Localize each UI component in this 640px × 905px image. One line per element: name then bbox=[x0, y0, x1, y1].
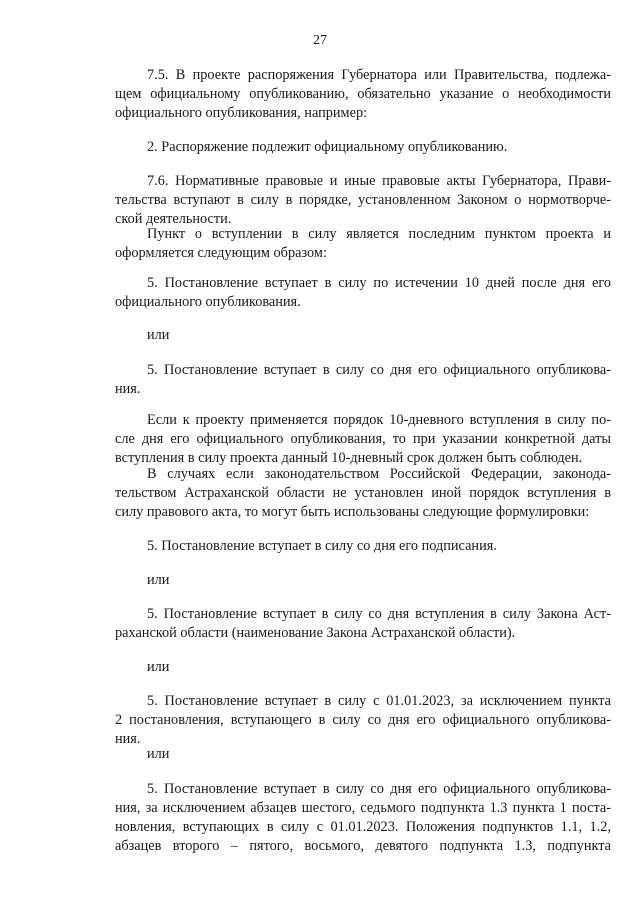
text-line: оформляется следующим образом: bbox=[115, 245, 327, 261]
paragraph-7-5 bbox=[115, 66, 611, 123]
text-line: 5. Постановление вступает в силу со дня его официального опубликова- bbox=[147, 362, 611, 378]
text-line: ния. bbox=[115, 381, 141, 397]
text-line: силу правового акта, то могут быть использованы следующие формулировки: bbox=[115, 504, 590, 520]
text-line: сле дня его официального опубликования, то при указании конкретной даты bbox=[115, 431, 611, 447]
text-line: ской деятельности. bbox=[115, 211, 232, 227]
example-10-days bbox=[115, 274, 611, 312]
example-specific-date bbox=[115, 692, 611, 749]
or-separator: или bbox=[147, 659, 170, 675]
text-line: Пункт о вступлении в силу является последним пунктом проекта и bbox=[147, 226, 611, 242]
text-line: Если к проекту применяется порядок 10-дневного вступления в силу по- bbox=[147, 412, 611, 428]
text-line: новления, вступающих в силу с 01.01.2023. Положения подпунктов 1.1, 1.2, bbox=[115, 819, 611, 835]
text-line: 5. Постановление вступает в силу со дня вступления в силу Закона Аст- bbox=[147, 606, 611, 622]
text-line: 5. Постановление вступает в силу со дня его официального опубликова- bbox=[147, 781, 611, 797]
page-number: 27 bbox=[313, 33, 327, 48]
or-separator: или bbox=[147, 327, 170, 343]
example-distribution-publication: 2. Распоряжение подлежит официальному опубликованию. bbox=[147, 139, 508, 155]
text-line: официального опубликования. bbox=[115, 294, 301, 310]
example-signing: 5. Постановление вступает в силу со дня его подписания. bbox=[147, 538, 497, 554]
text-line: тельства вступают в силу в порядке, установленном Законом о нормотворче- bbox=[115, 192, 611, 208]
paragraph-10-day-rule bbox=[115, 411, 611, 468]
text-line: 5. Постановление вступает в силу с 01.01.2023, за исключением пункта bbox=[147, 693, 611, 709]
text-line: тельством Астраханской области не установлен иной порядок вступления в bbox=[115, 485, 611, 501]
text-line: официального опубликования, например: bbox=[115, 105, 368, 121]
paragraph-legislation-cases bbox=[115, 465, 611, 522]
paragraph-7-6 bbox=[115, 172, 611, 229]
text-line: 5. Постановление вступает в силу по истечении 10 дней после дня его bbox=[147, 275, 611, 291]
paragraph-entry-into-force-clause bbox=[115, 225, 611, 263]
text-line: абзацев второго – пятого, восьмого, девятого подпункта 1.3, подпункта bbox=[115, 838, 611, 854]
or-separator: или bbox=[147, 746, 170, 762]
text-line: 2 постановления, вступающего в силу со дня его официального опубликова- bbox=[115, 712, 611, 728]
text-line: ния, за исключением абзацев шестого, седьмого подпункта 1.3 пункта 1 поста- bbox=[115, 800, 611, 816]
text-line: раханской области (наименование Закона Астраханской области). bbox=[115, 625, 516, 641]
example-law-entry bbox=[115, 605, 611, 643]
example-with-exceptions bbox=[115, 780, 611, 856]
text-line: вступления в силу проекта данный 10-дневный срок должен быть соблюден. bbox=[115, 450, 583, 466]
text-line: 7.6. Нормативные правовые и иные правовые акты Губернатора, Прави- bbox=[147, 173, 611, 189]
text-line: ния. bbox=[115, 731, 141, 747]
text-line: 7.5. В проекте распоряжения Губернатора или Правительства, подлежа- bbox=[147, 67, 611, 83]
text-line: В случаях если законодательством Российской Федерации, законода- bbox=[147, 466, 611, 482]
or-separator: или bbox=[147, 572, 170, 588]
example-from-publication bbox=[115, 361, 611, 399]
text-line: щем официальному опубликованию, обязательно указание о необходимости bbox=[115, 86, 611, 102]
